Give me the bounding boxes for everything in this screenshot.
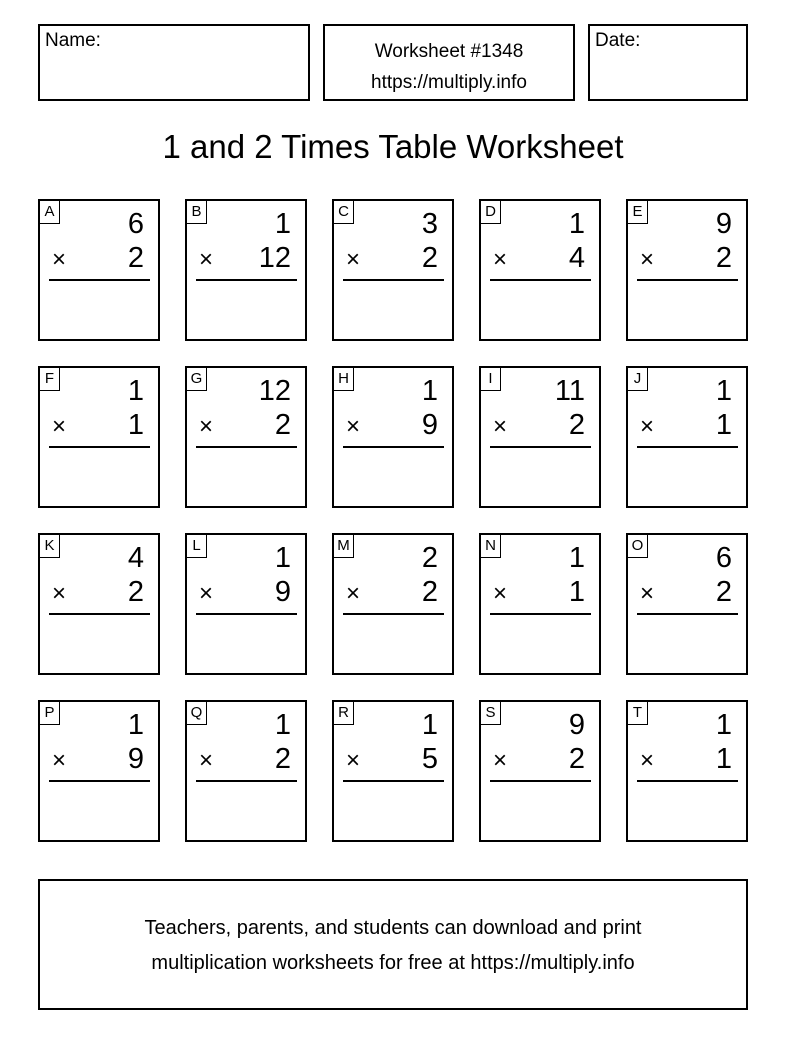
answer-line bbox=[490, 613, 591, 615]
problem-letter: J bbox=[627, 367, 648, 391]
problem-top-number: 1 bbox=[715, 375, 732, 407]
problem-letter: C bbox=[333, 200, 354, 224]
problem-top-number: 12 bbox=[258, 375, 291, 407]
problem-top-number: 1 bbox=[421, 709, 438, 741]
answer-line bbox=[49, 279, 150, 281]
worksheet-info-box bbox=[323, 24, 575, 101]
problem-bottom-number: 1 bbox=[715, 743, 732, 775]
problem-bottom-number: 1 bbox=[127, 409, 144, 441]
problem-bottom-number: 1 bbox=[568, 576, 585, 608]
problem-b[interactable] bbox=[185, 199, 307, 341]
problem-bottom-number: 4 bbox=[568, 242, 585, 274]
answer-line bbox=[343, 780, 444, 782]
problem-j[interactable] bbox=[626, 366, 748, 508]
answer-line bbox=[637, 279, 738, 281]
page-title: 1 and 2 Times Table Worksheet bbox=[162, 128, 624, 165]
answer-line bbox=[490, 446, 591, 448]
problem-o[interactable] bbox=[626, 533, 748, 675]
problem-top-number: 1 bbox=[274, 542, 291, 574]
problem-p[interactable] bbox=[38, 700, 160, 842]
problem-top-number: 11 bbox=[554, 375, 585, 407]
problem-letter: G bbox=[186, 367, 207, 391]
answer-line bbox=[49, 613, 150, 615]
problem-letter: E bbox=[627, 200, 648, 224]
worksheet-number: Worksheet #1348 bbox=[374, 41, 524, 62]
problem-bottom-number: 9 bbox=[274, 576, 291, 608]
problem-bottom-number: 2 bbox=[274, 409, 291, 441]
problem-t[interactable] bbox=[626, 700, 748, 842]
problem-top-number: 9 bbox=[715, 208, 732, 240]
problem-letter: H bbox=[333, 367, 354, 391]
answer-line bbox=[490, 279, 591, 281]
problem-top-number: 1 bbox=[715, 709, 732, 741]
multiply-sign: × bbox=[346, 580, 361, 607]
problem-bottom-number: 12 bbox=[258, 242, 291, 274]
problem-letter: F bbox=[39, 367, 60, 391]
problem-letter: P bbox=[39, 701, 60, 725]
problem-letter: I bbox=[480, 367, 501, 391]
problem-top-number: 4 bbox=[127, 542, 144, 574]
problem-q[interactable] bbox=[185, 700, 307, 842]
problem-m[interactable] bbox=[332, 533, 454, 675]
multiply-sign: × bbox=[346, 246, 361, 273]
multiply-sign: × bbox=[346, 747, 361, 774]
problem-letter: D bbox=[480, 200, 501, 224]
problem-top-number: 6 bbox=[127, 208, 144, 240]
answer-line bbox=[196, 279, 297, 281]
answer-line bbox=[637, 613, 738, 615]
problem-top-number: 1 bbox=[127, 709, 144, 741]
problem-top-number: 6 bbox=[715, 542, 732, 574]
problem-bottom-number: 2 bbox=[274, 743, 291, 775]
problem-n[interactable] bbox=[479, 533, 601, 675]
problem-top-number: 1 bbox=[127, 375, 144, 407]
problem-d[interactable] bbox=[479, 199, 601, 341]
problem-bottom-number: 5 bbox=[421, 743, 438, 775]
problem-bottom-number: 1 bbox=[715, 409, 732, 441]
multiply-sign: × bbox=[640, 413, 655, 440]
footer-line-2: multiplication worksheets for free at https://multiply.info bbox=[151, 952, 635, 974]
problem-letter: N bbox=[480, 534, 501, 558]
problem-f[interactable] bbox=[38, 366, 160, 508]
answer-line bbox=[637, 780, 738, 782]
problem-top-number: 1 bbox=[274, 208, 291, 240]
problem-e[interactable] bbox=[626, 199, 748, 341]
answer-line bbox=[49, 780, 150, 782]
problem-bottom-number: 2 bbox=[715, 576, 732, 608]
answer-line bbox=[196, 446, 297, 448]
answer-line bbox=[196, 613, 297, 615]
multiply-sign: × bbox=[640, 747, 655, 774]
problem-letter: M bbox=[333, 534, 354, 558]
multiply-sign: × bbox=[493, 580, 508, 607]
date-label: Date: bbox=[595, 30, 641, 51]
multiply-sign: × bbox=[640, 246, 655, 273]
problem-top-number: 3 bbox=[421, 208, 438, 240]
footer-box bbox=[38, 879, 748, 1010]
problem-c[interactable] bbox=[332, 199, 454, 341]
answer-line bbox=[343, 279, 444, 281]
answer-line bbox=[196, 780, 297, 782]
name-label: Name: bbox=[45, 30, 101, 51]
worksheet-url[interactable]: https://multiply.info bbox=[371, 72, 527, 93]
problem-letter: S bbox=[480, 701, 501, 725]
problem-letter: Q bbox=[186, 701, 207, 725]
multiply-sign: × bbox=[199, 413, 214, 440]
problem-i[interactable] bbox=[479, 366, 601, 508]
problem-bottom-number: 2 bbox=[568, 743, 585, 775]
problem-bottom-number: 2 bbox=[127, 242, 144, 274]
problem-letter: R bbox=[333, 701, 354, 725]
problem-top-number: 1 bbox=[274, 709, 291, 741]
name-box[interactable] bbox=[38, 24, 310, 101]
problem-top-number: 9 bbox=[568, 709, 585, 741]
answer-line bbox=[343, 446, 444, 448]
problem-s[interactable] bbox=[479, 700, 601, 842]
multiply-sign: × bbox=[346, 413, 361, 440]
answer-line bbox=[49, 446, 150, 448]
problem-letter: L bbox=[186, 534, 207, 558]
problem-h[interactable] bbox=[332, 366, 454, 508]
problem-r[interactable] bbox=[332, 700, 454, 842]
problem-bottom-number: 9 bbox=[127, 743, 144, 775]
problem-letter: K bbox=[39, 534, 60, 558]
problem-top-number: 1 bbox=[421, 375, 438, 407]
multiply-sign: × bbox=[52, 246, 67, 273]
problem-k[interactable] bbox=[38, 533, 160, 675]
problem-bottom-number: 2 bbox=[568, 409, 585, 441]
multiply-sign: × bbox=[493, 246, 508, 273]
problem-bottom-number: 2 bbox=[715, 242, 732, 274]
problem-letter: T bbox=[627, 701, 648, 725]
multiply-sign: × bbox=[52, 580, 67, 607]
multiply-sign: × bbox=[493, 747, 508, 774]
problem-top-number: 2 bbox=[421, 542, 438, 574]
problem-letter: O bbox=[627, 534, 648, 558]
multiply-sign: × bbox=[52, 747, 67, 774]
multiply-sign: × bbox=[199, 246, 214, 273]
multiply-sign: × bbox=[52, 413, 67, 440]
problem-top-number: 1 bbox=[568, 542, 585, 574]
problem-bottom-number: 2 bbox=[421, 576, 438, 608]
multiply-sign: × bbox=[640, 580, 655, 607]
footer-line-1: Teachers, parents, and students can download and print bbox=[144, 917, 642, 939]
problem-bottom-number: 2 bbox=[421, 242, 438, 274]
answer-line bbox=[343, 613, 444, 615]
problem-letter: B bbox=[186, 200, 207, 224]
multiply-sign: × bbox=[199, 580, 214, 607]
problem-letter: A bbox=[39, 200, 60, 224]
problem-bottom-number: 9 bbox=[421, 409, 438, 441]
problem-bottom-number: 2 bbox=[127, 576, 144, 608]
answer-line bbox=[490, 780, 591, 782]
problem-g[interactable] bbox=[185, 366, 307, 508]
multiply-sign: × bbox=[493, 413, 508, 440]
date-box[interactable] bbox=[588, 24, 748, 101]
answer-line bbox=[637, 446, 738, 448]
problem-l[interactable] bbox=[185, 533, 307, 675]
problem-a[interactable] bbox=[38, 199, 160, 341]
multiply-sign: × bbox=[199, 747, 214, 774]
problem-top-number: 1 bbox=[568, 208, 585, 240]
